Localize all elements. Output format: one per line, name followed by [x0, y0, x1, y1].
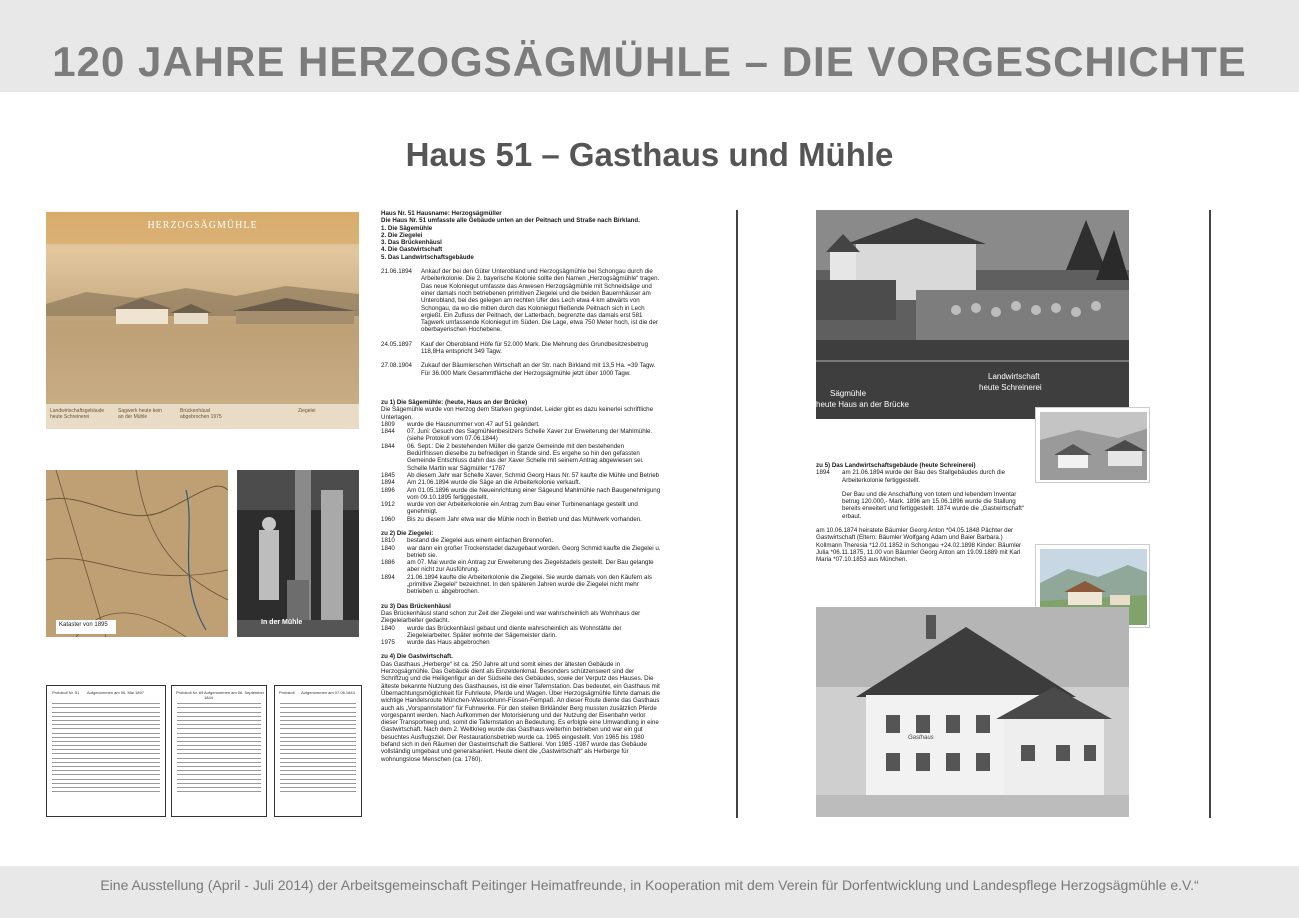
footer-text: Eine Ausstellung (April - Juli 2014) der Arbeitsgemeinschaft Peitinger Heimatfreunde, in Kooperation mit dem Verein für Dorfentwicklung und Landespflege Herzogsägmühle e.V.“ [100, 877, 1199, 893]
kataster-label: Kataster von 1895 [59, 622, 108, 628]
saegmuehle-drawing [816, 210, 1129, 419]
kataster-map-photo [46, 470, 228, 637]
intro-line-6: 4. Die Gastwirtschaft [381, 246, 443, 254]
landscape-bw-drawing [1038, 410, 1149, 482]
gasthaus-photo [816, 607, 1129, 817]
section-2-heading: zu 2) Die Ziegelei: [381, 529, 434, 537]
gasthaus-sign: Gasthaus [908, 735, 934, 741]
panorama-caption-3: Brückenhäusl abgebrochen 1975 [180, 408, 222, 420]
protocol-1-title: Protokoll Nr. 51 [52, 690, 80, 695]
protocol-document-1 [46, 685, 166, 817]
intro-line-7: 5. Das Landwirtschaftsgebäude [381, 253, 474, 261]
panorama-caption-2: Sagwerk heute kein an der Mühle [118, 408, 162, 420]
schreinerei-label: heute Schreinerei [979, 383, 1042, 392]
protocol-document-2 [171, 685, 267, 817]
saegmuehle-label: Sägmühle [830, 389, 867, 398]
panorama-caption-1: Landwirtschaftsgebäude heute Schreinerei [50, 408, 105, 420]
protocol-3-title: Protokoll [279, 690, 295, 695]
landscape-photo-bw [1036, 408, 1149, 482]
divider-right [1209, 210, 1211, 818]
panorama-caption-4: Ziegelei [298, 408, 316, 414]
muehle-label: In der Mühle [261, 619, 303, 626]
intro-line-5: 3. Das Brückenhäusl [381, 239, 442, 247]
section-subtitle: Haus 51 – Gasthaus und Mühle [405, 136, 894, 173]
section-4-text: Das Gasthaus „Herberge“ ist ca. 250 Jahre alt und somit eines der ältesten Gebäude in Herzogsägmühle. Das Gebäude dient als Einzeldenkmal. Besonders schützenswert sind der Schriftzug und die Heiligenfigur an der Südseite des Gebäudes, sowie der Verputz des Hauses. Die älteste bekannte Nutzung des Gasthauses, ist die einer Tafernstation. Das bedeutet, ein Gasthaus mit Übernachtungsmöglichkeit für Fuhrleute, Pferde und Wagen. Über Herzogsägmühle führte damals die wichtige Handelsroute München-Wessobrunn-Füssen-Fernpaß. An dieser Route diente das Gasthaus auch als „Vorspannstation“ für Fuhrwerke. Für den steilen Birkländer Berg mussten zusätzlich Pferde vorgespannt werden. Nach Aufkommen der Motorisierung und der Nutzung der Eisenbahn verlor dieser Transportweg und, somit die Tafernstation an Bedeutung. Es erfolgte eine Umwandlung in eine Gastwirtschaft. Nach dem 2. Weltkrieg wurde das Gasthaus weiterhin betrieben und war ein gut besuchtes Ausflugsziel. Der Restaurationsbetrieb wurde ca. 1965 eingestellt. Von 1965 bis 1980 befand sich in den Räumen der Gastwirtschaft die Sattlerei. Von 1985 -1987 wurde das Gebäude vollständig umgebaut und generalsaniert. Heute dient die „Gastwirtschaft“ als Herberge für wohnungslose Menschen (ca. 1760). [381, 660, 661, 763]
divider-left [736, 210, 738, 818]
section-3-intro: Das Brückenhäusl stand schon zur Zeit der Ziegelei und war wahrscheinlich als Wohnhaus der Ziegeleiarbeiter gedacht. [381, 609, 641, 625]
protocol-document-3 [274, 685, 362, 817]
dated-entry: 21.06.1894 Ankauf der bei den Güter Unterobland und Herzogsägmühle bei Schongau durch die Arbeiterkolonie. Die 2. bayerische Kolonie sollte den Namen „Herzogsägmühle“ tragen. Das neue Koloniegut umfasste das Anwesen Herzogsägmühle mit Schneidsäge und einer damals noch betriebenen primitiven Ziegelei und die beiden Bauernhäuser am Unterobland, bei des gelegen am rechten Ufer des Lech etwa 4 km abwärts von Schongau, da wo die mitten durch das Koloniegut fließende Peitnach sich in Lech ergießt. Ein Zufluss der Peitnach, der Latterbach, begrenzte das damals erst 581 Tagwerk umfassende Koloniegut im Süden. Die Lage, etwa 750 Meter hoch, ist die der oberbayerischen Hochebene. [381, 268, 660, 334]
protocol-2-title: Protokoll Nr. 69 [176, 690, 204, 695]
kataster-map-drawing [46, 470, 228, 637]
section-4-heading: zu 4) Die Gastwirtschaft. [381, 653, 453, 661]
section-1-heading: zu 1) Die Sägemühle: (heute, Haus an der Brücke) [381, 398, 528, 406]
gasthaus-drawing [816, 607, 1129, 817]
intro-line-4: 2. Die Ziegelei [381, 231, 423, 239]
muehle-interior-photo [237, 470, 359, 637]
intro-line-2: Die Haus Nr. 51 umfasste alle Gebäude unten an der Peitnach und Straße nach Birkland. [381, 217, 640, 225]
section-1-intro: Die Sägemühle wurde von Herzog dem Starken gegründet. Leider gibt es dazu keinerlei schriftliche Unterlagen. [381, 406, 654, 421]
intro-line-3: 1. Die Sägemühle [381, 224, 433, 232]
protocol-3-date: Aufgenommen am 07.06.1844 [301, 690, 355, 695]
section-5-heading: zu 5) Das Landwirtschaftsgebäude (heute Schreinerei) [816, 462, 976, 469]
haus-bruecke-label: heute Haus an der Brücke [816, 400, 909, 409]
landwirtschaft-label: Landwirtschaft [988, 372, 1040, 381]
protocol-2-date: Aufgenommen am 06. September 1844 [204, 690, 265, 700]
page-title: 120 JAHRE HERZOGSÄGMÜHLE – DIE VORGESCHICHTE [52, 38, 1247, 85]
saegmuehle-landwirtschaft-photo [816, 210, 1129, 419]
family-text: am 10.06.1874 heiratete Bäumler Georg Anton *04.05.1848 Pächter der Gastwirtschaft (Eltern: Bäumler Wolfgang Adam und Baier Barbara.) Kollmann Theresia *12.01.1852 in Schongau +24.02.1898 Kinder: Bäumler Julia *06.11.1875, 11.00 von Bäumler Georg Anton am 19.09.1889 mit Karl Maria *07.10.1853 aus München. [816, 527, 1022, 564]
section-3-heading: zu 3) Das Brückenhäusl [381, 602, 451, 610]
dated-entry: 27.08.1904 Zukauf der Bäumlerschen Wirtschaft an der Str. nach Birkland mit 13,5 Ha. =39 Tagw. Für 36.000 Mark Gesammtfläche der Herzogsägmühle jetzt über 1000 Tagw. [381, 362, 656, 377]
dated-entry: 24.05.1897 Kauf der Oberobland Höfe für 52.000 Mark. Die Mehrung des Grundbesitzesbetrug 118,8Ha entspricht 349 Tagw. [381, 340, 649, 356]
protocol-1-date: Aufgenommen am 06. Mai 1897 [87, 690, 144, 695]
herzogsaegmuehle-panorama-photo [46, 212, 359, 429]
history-text-column: Haus Nr. 51 Hausname: Herzogsägmüller Die Haus Nr. 51 umfasste alle Gebäude unten an der Peitnach und Straße nach Birkland. 1. Die Sägemühle 2. Die Ziegelei 3. Das Brückenhäusl 4. Die Gastwirtschaft 5. Das Landwirtschaftsgebäude 21.06.1894 Ankauf der bei den Güter Unterobland und Herzogsägmühle bei Schongau durch die Arbeiterkolonie. Die 2. bayerische Kolonie sollte den Namen „Herzogsägmühle“ tragen. Das neue Koloniegut umfasste das Anwesen Herzogsägmühle mit Schneidsäge und einer damals noch betriebenen primitiven Ziegelei und die beiden Bauernhäuser am Unterobland, bei des gelegen am rechten Ufer des Lech etwa 4 km abwärts von Schongau, da wo die mitten durch das Koloniegut fließende Peitnach sich in Lech ergießt. Ein Zufluss der Peitnach, der Latterbach, begrenzte das damals erst 581 Tagwerk umfassende Koloniegut im Süden. Die Lage, etwa 750 Meter hoch, ist die der oberbayerischen Hochebene. 24.05.1897 Kauf der Oberobland Höfe für 52.000 Mark. Die Mehrung des Grundbesitzesbetrug 118,8Ha entspricht 349 Tagw. 27.08.1904 Zukauf der Bäumlerschen Wirtschaft an der Str. nach Birkland mit 13,5 Ha. =39 Tagw. Für 36.000 Mark Gesammtfläche der Herzogsägmühle jetzt über 1000 Tagw. zu 1) Die Sägemühle: (heute, Haus an der Brücke) Die Sägemühle wurde von Herzog dem Starken gegründet. Leider gibt es dazu keinerlei schriftliche Unterlagen. 1809 wurde die Hausnummer von 47 auf 51 geändert. 1844 07. Juni: Gesuch des Sagmühlenbesitzers Schelle Xaver zur Erweiterung der Mahlmühle. (siehe Protokoll vom 07.06.1844) 1844 06. Sept.: Die 2 bestehenden Müller die ganze Gemeinde mit den bestehenden Bedürfnissen dieselbe zu befriedigen in Stande sind. Es ergehe so hin den gefassten Gemeinde Entschluss dahin das der Xaver Schelle mit seinem Antrag abgewiesen sei. Schelle Martin war Sägmüller *1787 1845 Ab diesem Jahr war Schelle Xaver, Schmid Georg Haus Nr. 57 kaufte die Mühle und Betrieb 1894 Am 21.06.1894 wurde die Säge an die Arbeiterkolonie verkauft. 1896 Am 01.05.1896 wurde die Neueinrichtung einer Sägeund Mahlmühle nach Baugenehmigung vom 09.10.1895 fertiggestellt. 1912 wurde von der Arbeiterkolonie ein Antrag zum Bau einer Turbinenanlage gestellt und genehmigt. 1960 Bis zu diesem Jahr etwa war die Mühle noch in Betrieb und das Mühlwerk vorhanden. zu 2) Die Ziegelei: 1810 bestand die Ziegelei aus einem einfachen Brennofen. 1840 war dann ein großer Trockenstadel dazugebaut worden. Georg Schmid kaufte die Ziegelei u. betrieb sie. 1886 am 07. Mai wurde ein Antrag zur Erweiterung des Ziegelstadels gestellt. Der Bau gelangte aber nicht zur Ausführung. 1894 21.06.1894 kaufte die Arbeiterkolonie die Ziegelei. Sie wurde damals von den Käufern als „primitive Ziegelei“ bezeichnet. In den späteren Jahren wurde die Ziegelei nicht mehr betrieben u. abgebrochen. zu 3) Das Brückenhäusl Das Brückenhäusl stand schon zur Zeit der Ziegelei und war wahrscheinlich als Wohnhaus der Ziegeleiarbeiter gedacht. 1840 wurde das Brückenhäusl gebaut und diente wahrscheinlich als Wohnstätte der Ziegeleiarbeiter. Später wohnte der Sägemeister darin. 1975 wurde das Haus abgebrochen zu 4) Die Gastwirtschaft. Das Gasthaus „Herberge“ ist ca. 250 Jahre alt und somit eines der ältesten Gebäude in Herzogsägmühle. Das Gebäude dient als Einzeldenkmal. Besonders schützenswert sind der Schriftzug und die Heiligenfigur an der Südseite des Gebäudes, sowie der Verputz des Hauses. Die älteste bekannte Nutzung des Gasthauses, ist die einer Tafernstation. Das bedeutet, ein Gasthaus mit Übernachtungsmöglichkeit für Fuhrleute, Pferde und Wagen. Über Herzogsägmühle führte damals die wichtige Handelsroute München-Wessobrunn-Füssen-Fernpaß. An dieser Route diente das Gasthaus auch als „Vorspannstation“ für Fuhrwerke. Für den steilen Birkländer Berg mussten zusätzlich Pferde vorgespannt werden. Nach Aufkommen der Motorisierung und der Nutzung der Eisenbahn verlor dieser Transportweg und, somit die Tafernstation an Bedeutung. Es erfolgte eine Umwandlung in eine Gastwirtschaft. Nach dem 2. Weltkrieg wurde das Gasthaus weiterhin betrieben und war ein gut besuchtes Ausflugsziel. Der Restaurationsbetrieb wurde ca. 1965 eingestellt. Von 1965 bis 1980 befand sich in den Räumen der Gastwirtschaft die Sattlerei. Von 1985 -1987 wurde das Gebäude vollständig umgebaut und generalsaniert. Heute dient die „Gastwirtschaft“ als Herberge für wohnungslose Menschen (ca. 1760). [381, 210, 661, 763]
landwirtschaft-text-column: zu 5) Das Landwirtschaftsgebäude (heute Schreinerei) 1894 am 21.06.1894 wurde der Bau des Stallgebäudes durch die Arbeiterkolonie fertiggestellt. Der Bau und die Anschaffung von totem und lebendem Inventar betrug 120.000,- Mark. 1896 am 15.06.1896 wurde die Stallung bereits erweitert und fertiggestellt. 1874 wurde die „Gastwirtschaft“ erbaut. am 10.06.1874 heiratete Bäumler Georg Anton *04.05.1848 Pächter der Gastwirtschaft (Eltern: Bäumler Wolfgang Adam und Baier Barbara.) Kollmann Theresia *12.01.1852 in Schongau +24.02.1898 Kinder: Bäumler Julia *06.11.1875, 11.00 von Bäumler Georg Anton am 19.09.1889 mit Karl Maria *07.10.1853 aus München. [816, 462, 1028, 564]
intro-line-1: Haus Nr. 51 Hausname: Herzogsägmüller [381, 210, 502, 217]
panorama-title: HERZOGSÄGMÜHLE [147, 220, 258, 231]
muehle-interior-drawing [237, 470, 359, 637]
panorama-drawing [46, 212, 359, 429]
